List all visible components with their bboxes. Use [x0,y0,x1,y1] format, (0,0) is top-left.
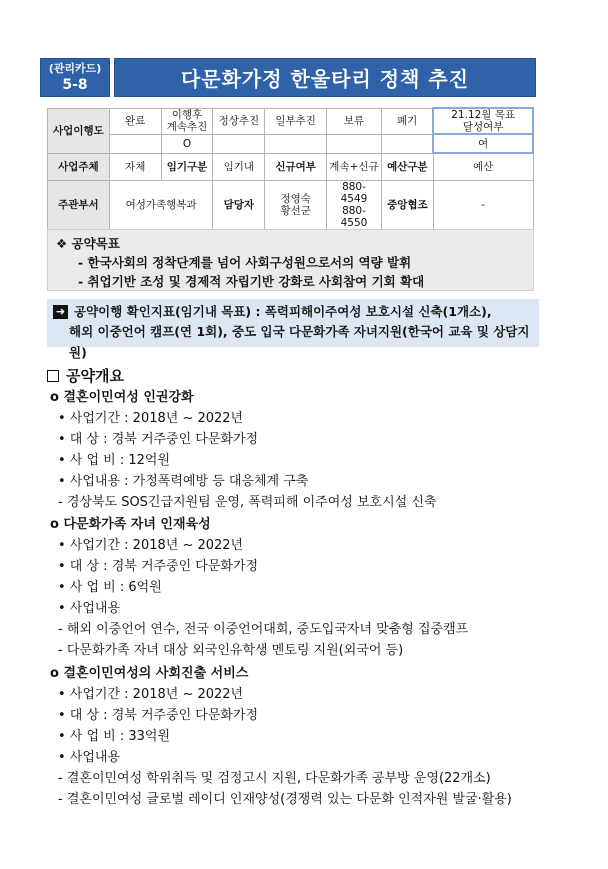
section-line: • 대 상 : 경북 거주중인 다문화가정 [58,708,259,723]
section-heading: o 결혼이민여성의 사회진출 서비스 [50,666,249,681]
section-line: • 대 상 : 경북 거주중인 다문화가정 [58,432,259,447]
status-value-partial [265,134,327,153]
label-new: 신규여부 [265,153,327,180]
label-department: 주관부서 [48,180,110,229]
section-line: - 결혼이민여성 글로벌 레이디 인재양성(경쟁력 있는 다문화 인적자원 발굴·활용) [58,792,512,807]
value-central-coop: - [433,180,533,229]
value-term: 임기내 [213,153,265,180]
label-term: 임기구분 [161,153,213,180]
value-manager-phones: 880-4549 880-4550 [327,180,382,229]
status-header-continuing: 이행후 계속추진 [161,108,213,134]
goal-header: 21.12월 목표 달성여부 [433,108,533,134]
section-line: • 사 업 비 : 12억원 [58,453,171,468]
arrow-right-icon: ➜ [53,305,68,319]
status-header-abolished: 폐기 [381,108,433,134]
label-central-coop: 중앙협조 [381,180,433,229]
card-label: (관리카드) [48,62,102,75]
section-line: - 경상북도 SOS긴급지원팀 운영, 폭력피해 이주여성 보호시설 신축 [58,495,437,510]
indicator-box [47,299,539,360]
value-department: 여성가족행복과 [109,180,213,229]
goal-value: 여 [433,134,533,153]
card-number-box [40,58,110,97]
section-line: • 사업기간 : 2018년 ~ 2022년 [58,538,244,553]
status-value-continuing: O [161,134,213,153]
header-banner [40,58,536,97]
label-manager: 담당자 [213,180,265,229]
square-icon [47,370,59,382]
value-new: 계속+신규 [327,153,382,180]
section-line: - 다문화가족 자녀 대상 외국인유학생 멘토링 지원(외국어 등) [58,643,404,658]
goal-item: - 취업기반 조성 및 경제적 자립기반 강화로 사회참여 기회 확대 [78,274,425,289]
value-budget: 예산 [433,153,533,180]
status-value-complete [109,134,161,153]
overview-title-text: 공약개요 [66,367,124,385]
status-header-hold: 보류 [327,108,382,134]
goal-item: - 한국사회의 정착단계를 넘어 사회구성원으로서의 역량 발휘 [78,255,412,270]
indicator-line-2: 해외 이중언어 캠프(연 1회), 중도 입국 다문화가족 자녀지원(한국어 교육 및 상담지원) [69,324,530,360]
section-line: • 사업내용 [58,601,121,616]
status-header-complete: 완료 [109,108,161,134]
overview-title [47,365,124,386]
status-header-normal: 정상추진 [213,108,265,134]
status-header-partial: 일부추진 [265,108,327,134]
card-number: 5-8 [62,77,88,93]
project-info-table [47,107,534,230]
section-heading: o 다문화가족 자녀 인재육성 [50,517,211,532]
value-manager-names: 정영숙 황선군 [265,180,327,229]
section-line: • 사 업 비 : 6억원 [58,580,162,595]
section-line: • 사업내용 : 가정폭력예방 등 대응체계 구축 [58,474,309,489]
goals-title: ❖ 공약목표 [56,236,120,251]
status-value-normal [213,134,265,153]
status-label: 사업이행도 [48,108,110,153]
section-line: • 사업내용 [58,750,121,765]
label-project-body: 사업주체 [48,153,110,180]
section-heading: o 결혼이민여성 인권강화 [50,390,194,405]
label-budget: 예산구분 [381,153,433,180]
section-line: • 사 업 비 : 33억원 [58,729,171,744]
indicator-line-1: 공약이행 확인지표(임기내 목표) : 폭력피해이주여성 보호시설 신축(1개소), [74,304,492,319]
section-line: • 사업기간 : 2018년 ~ 2022년 [58,411,244,426]
status-value-abolished [381,134,433,153]
page-title: 다문화가정 한울타리 정책 추진 [114,58,536,97]
section-line: • 대 상 : 경북 거주중인 다문화가정 [58,559,259,574]
section-line: • 사업기간 : 2018년 ~ 2022년 [58,687,244,702]
status-value-hold [327,134,382,153]
value-project-body: 자체 [109,153,161,180]
goals-box [47,229,534,291]
section-line: - 해외 이중언어 연수, 전국 이중언어대회, 중도입국자녀 맞춤형 집중캠프 [58,622,469,637]
section-line: - 결혼이민여성 학위취득 및 검정고시 지원, 다문화가족 공부방 운영(22개소) [58,771,491,786]
